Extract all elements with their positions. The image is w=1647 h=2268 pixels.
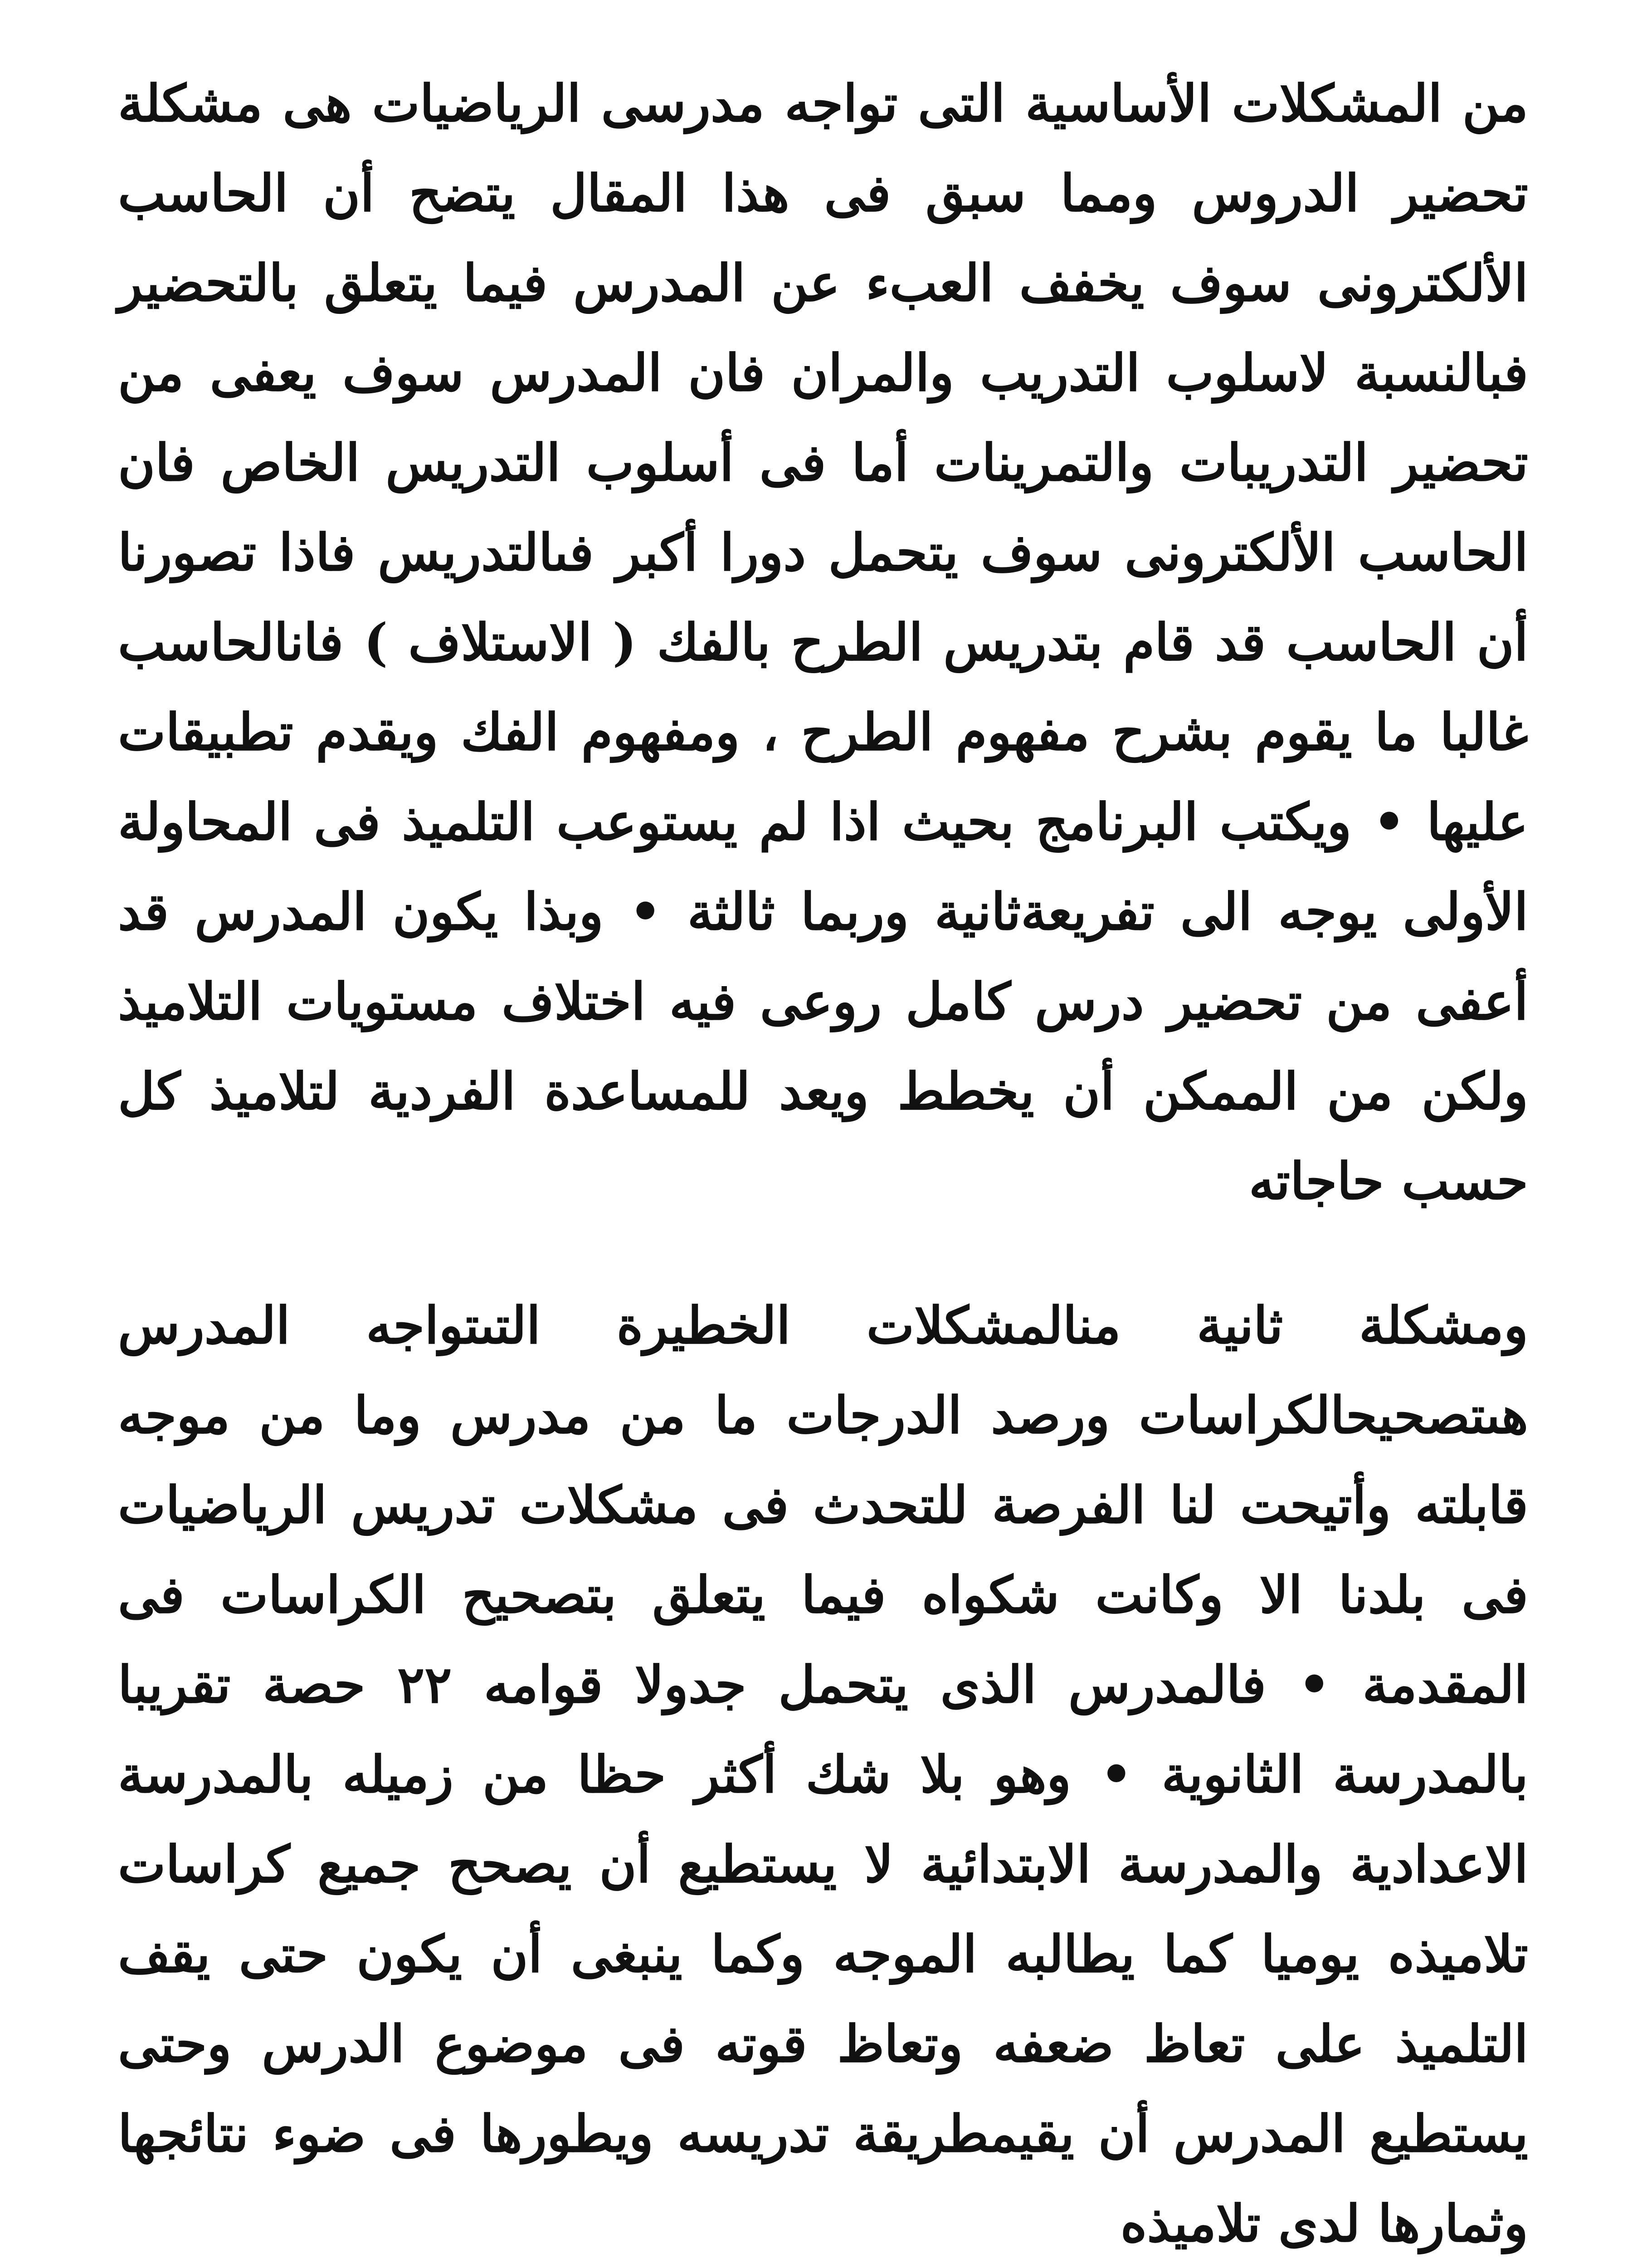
- document-page: [118, 59, 1528, 2268]
- paragraph-1: من المشكلات الأساسية التى تواجه مدرسى الرياضيات هى مشكلة تحضير الدروس ومما سبق فى هذا المقال يتضح أن الحاسب الألكترونى سوف يخفف العبء عن المدرس فيما يتعلق بالتحضير فبالنسبة لاسلوب التدريب والمران فان المدرس سوف يعفى من تحضير التدريبات والتمرينات أما فى أسلوب التدريس الخاص فان الحاسب الألكترونى سوف يتحمل دورا أكبر فىالتدريس فاذا تصورنا أن الحاسب قد قام بتدريس الطرح بالفك ( الاستلاف ) فانالحاسب غالبا ما يقوم بشرح مفهوم الطرح ، ومفهوم الفك ويقدم تطبيقات عليها • ويكتب البرنامج بحيث اذا لم يستوعب التلميذ فى المحاولة الأولى يوجه الى تفريعةثانية وربما ثالثة • وبذا يكون المدرس قد أعفى من تحضير درس كامل روعى فيه اختلاف مستويات التلاميذ ولكن من الممكن أن يخطط ويعد للمساعدة الفردية لتلاميذ كل حسب حاجاته: [118, 74, 1529, 1211]
- paragraph-2: ومشكلة ثانية منالمشكلات الخطيرة التىتواجه المدرس هىتصحيحالكراسات ورصد الدرجات ما من مدرس وما من موجه قابلته وأتيحت لنا الفرصة للتحدث فى مشكلات تدريس الرياضيات فى بلدنا الا وكانت شكواه فيما يتعلق بتصحيح الكراسات فى المقدمة • فالمدرس الذى يتحمل جدولا قوامه ٢٢ حصة تقريبا بالمدرسة الثانوية • وهو بلا شك أكثر حظا من زميله بالمدرسة الاعدادية والمدرسة الابتدائية لا يستطيع أن يصحح جميع كراسات تلاميذه يوميا كما يطالبه الموجه وكما ينبغى أن يكون حتى يقف التلميذ على تعاظ ضعفه وتعاظ قوته فى موضوع الدرس وحتى يستطيع المدرس أن يقيمطريقة تدريسه ويطورها فى ضوء نتائجها وثمارها لدى تلاميذه: [118, 1296, 1528, 2253]
